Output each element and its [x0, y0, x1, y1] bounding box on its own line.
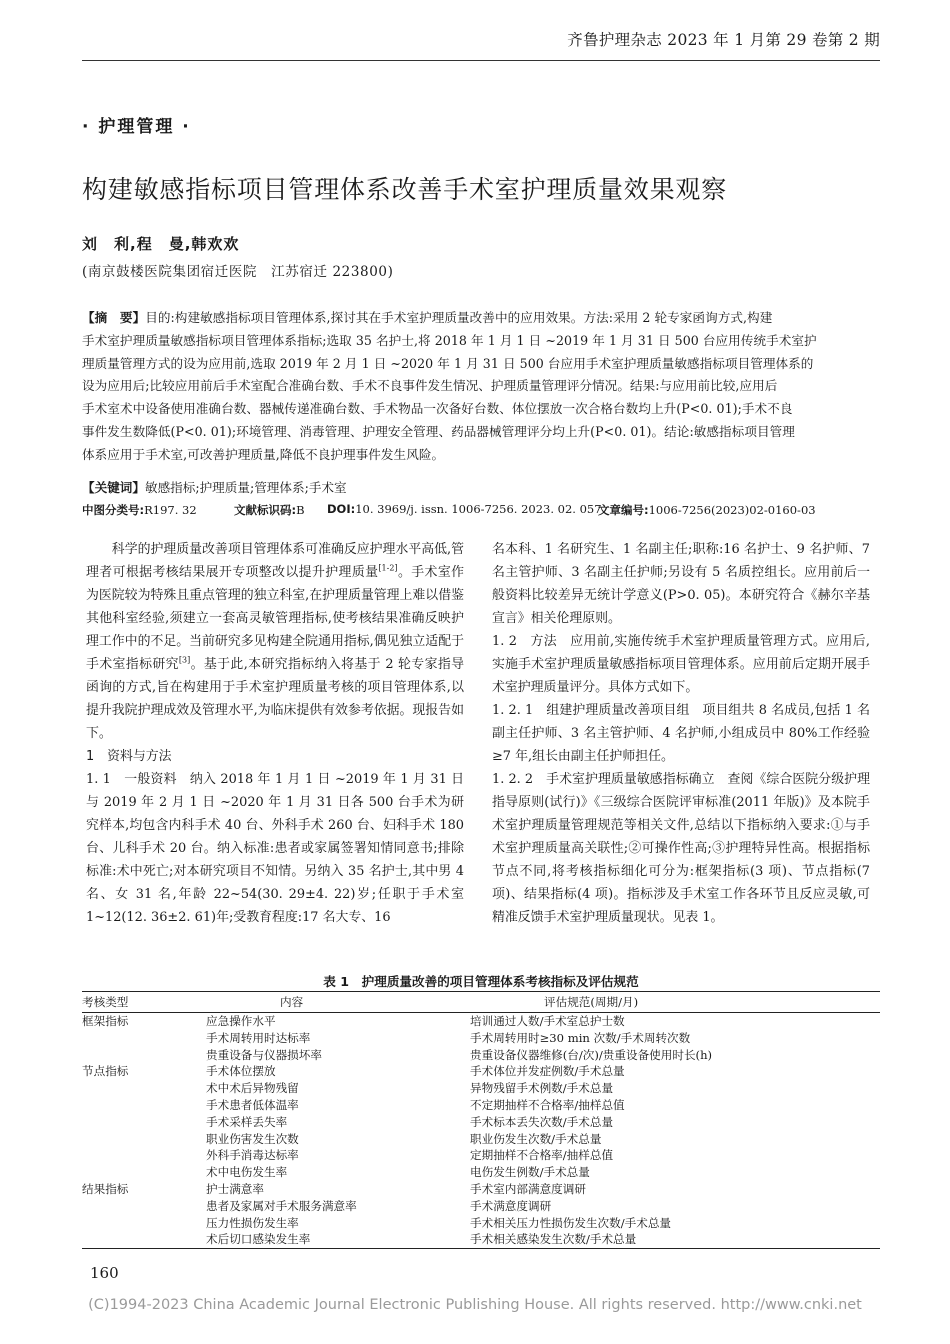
cell-content: 术中术后异物残留	[206, 1081, 299, 1096]
table-row	[82, 1215, 880, 1232]
copyright-footer: (C)1994-2023 China Academic Journal Electronic Publishing House. All rights reserved. http://www.cnki.net	[88, 1297, 862, 1313]
cell-content: 贵重设备与仪器损坏率	[206, 1047, 322, 1062]
paragraph: 名本科、1 名研究生、1 名副主任;职称:16 名护士、9 名护师、7 名主管护师、3 名副主任护师;另设有 5 名质控组长。应用前后一般资料比较差异无统计学意义(P>0. 05)。本研究符合《赫尔辛基宣言》相关伦理原则。	[492, 542, 870, 626]
paragraph: 1. 2 方法 应用前,实施传统手术室护理质量管理方式。应用后,实施手术室护理质量敏感指标项目管理体系。应用前后定期开展手术室护理质量评分。具体方式如下。	[492, 634, 870, 695]
table-row	[82, 1198, 880, 1215]
header-standard: 评估规范(周期/月)	[470, 992, 880, 1013]
cell-standard: 定期抽样不合格率/抽样总值	[470, 1148, 614, 1163]
table-row	[82, 1181, 880, 1198]
document-code	[234, 502, 305, 518]
cell-type	[82, 1231, 206, 1248]
cell-type: 结果指标	[82, 1181, 129, 1196]
clc-value: R197. 32	[144, 503, 197, 517]
abstract-line: 手术室术中设备使用准确台数、器械传递准确台数、手术物品一次备好台数、体位摆放一次合格台数均上升(P<0. 01);手术不良	[82, 401, 793, 417]
table-row	[82, 1063, 880, 1080]
abstract-line: 事件发生数降低(P<0. 01);环境管理、消毒管理、护理安全管理、药品器械管理评分均上升(P<0. 01)。结论:敏感指标项目管理	[82, 423, 795, 439]
cell-content: 应急操作水平	[206, 1014, 276, 1028]
cell-type	[82, 1047, 206, 1064]
cell-content: 手术体位摆放	[206, 1064, 276, 1079]
abstract-line: 手术室护理质量敏感指标项目管理体系指标;选取 35 名护士,将 2018 年 1 月 1 日 ~2019 年 1 月 31 日 500 台应用传统手术室护	[82, 332, 817, 348]
cell-standard: 手术相关压力性损伤发生次数/手术总量	[470, 1215, 672, 1230]
cell-type	[82, 1131, 206, 1148]
table-header-row	[82, 992, 880, 1013]
table-row	[82, 1030, 880, 1047]
cell-type: 框架指标	[82, 1014, 129, 1028]
cell-type: 节点指标	[82, 1064, 129, 1079]
abstract-line: 体系应用于手术室,可改善护理质量,降低不良护理事件发生风险。	[82, 446, 445, 462]
table-row	[82, 1131, 880, 1148]
header-content: 内容	[206, 992, 470, 1013]
header-rule	[82, 60, 880, 61]
cell-type	[82, 1164, 206, 1181]
cell-content: 外科手消毒达标率	[206, 1148, 299, 1163]
cell-content: 术中电伤发生率	[206, 1165, 288, 1180]
right-column	[492, 538, 870, 929]
abstract-line: 目的:构建敏感指标项目管理体系,探讨其在手术室护理质量改善中的应用效果。方法:采用 2 轮专家函询方式,构建	[145, 310, 773, 325]
table-row	[82, 1147, 880, 1164]
table-row	[82, 1231, 880, 1248]
abstract-line: 设为应用后;比较应用前后手术室配合准确台数、手术不良事件发生情况、护理质量管理评分情况。结果:与应用前比较,应用后	[82, 378, 778, 394]
affiliation: (南京鼓楼医院集团宿迁医院 江苏宿迁 223800)	[82, 264, 394, 280]
cell-type	[82, 1114, 206, 1131]
cell-standard: 贵重设备仪器维修(台/次)/贵重设备使用时长(h)	[470, 1047, 713, 1062]
cell-standard: 手术标本丢失次数/手术总量	[470, 1114, 614, 1129]
citation: [1-2]	[378, 563, 398, 573]
keywords-text: 敏感指标;护理质量;管理体系;手术室	[144, 480, 347, 495]
cell-content: 护士满意率	[206, 1181, 264, 1196]
section-label: · 护理管理 ·	[82, 117, 191, 137]
cell-standard: 职业伤发生次数/手术总量	[470, 1131, 602, 1146]
table-row	[82, 1097, 880, 1114]
cell-standard: 手术室内部满意度调研	[470, 1181, 586, 1196]
cell-content: 职业伤害发生次数	[206, 1131, 299, 1146]
table-row	[82, 1013, 880, 1030]
citation: [3]	[178, 655, 191, 665]
cell-type	[82, 1097, 206, 1114]
table-row	[82, 1047, 880, 1064]
cell-content: 手术周转用时达标率	[206, 1030, 311, 1045]
paragraph: 1. 2. 2 手术室护理质量敏感指标确立 查阅《综合医院分级护理指导原则(试行)》《三级综合医院评审标准(2011 年版)》及本院手术室护理质量管理规范等相关文件,总结以下指标纳入要求:①与手术室护理质量高关联性;②可操作性高;③护理特异性高。根据指标节点不同,将考核指标细化可分为:框架指标(3 项)、节点指标(7 项)、结果指标(4 项)。指标涉及手术室工作各环节且反应灵敏,可精准反馈手术室护理质量现状。见表 1。	[492, 772, 870, 925]
cell-type	[82, 1215, 206, 1232]
page-number: 160	[90, 1264, 119, 1282]
article-number	[598, 502, 816, 518]
doc-code-value: B	[296, 503, 305, 517]
section-heading: 1 资料与方法	[86, 749, 172, 764]
cell-type	[82, 1030, 206, 1047]
keywords-label: 【关键词】	[82, 480, 145, 495]
journal-header: 齐鲁护理杂志 2023 年 1 月第 29 卷第 2 期	[567, 31, 880, 49]
table-row	[82, 1114, 880, 1131]
abstract-label: 【摘 要】	[82, 310, 146, 325]
doi-value: 10. 3969/j. issn. 1006-7256. 2023. 02. 057	[355, 502, 602, 516]
left-column	[86, 538, 464, 929]
cell-type	[82, 1147, 206, 1164]
cell-standard: 手术周转用时≥30 min 次数/手术周转次数	[470, 1030, 691, 1045]
table-row	[82, 1080, 880, 1097]
cell-content: 手术采样丢失率	[206, 1114, 288, 1129]
doc-code-label: 文献标识码:	[234, 503, 297, 517]
abstract-line: 理质量管理方式的设为应用前,选取 2019 年 2 月 1 日 ~2020 年 1 月 31 日 500 台应用手术室护理质量敏感指标项目管理体系的	[82, 355, 814, 371]
cell-standard: 培训通过人数/手术室总护士数	[470, 1014, 625, 1028]
abstract	[82, 307, 872, 467]
cell-content: 压力性损伤发生率	[206, 1215, 299, 1230]
clc-number	[82, 502, 197, 518]
cell-standard: 电伤发生例数/手术总量	[470, 1165, 590, 1180]
article-no-value: 1006-7256(2023)02-0160-03	[648, 503, 816, 517]
cell-standard: 异物残留手术例数/手术总量	[470, 1081, 614, 1096]
keywords	[82, 477, 872, 496]
cell-standard: 手术体位并发症例数/手术总量	[470, 1064, 625, 1079]
clc-label: 中图分类号:	[82, 503, 145, 517]
table-row	[82, 1164, 880, 1181]
authors: 刘 利,程 曼,韩欢欢	[82, 235, 240, 253]
doi-label: DOI:	[327, 502, 356, 516]
cell-content: 手术患者低体温率	[206, 1097, 299, 1112]
cell-standard: 手术满意度调研	[470, 1198, 552, 1213]
article-title: 构建敏感指标项目管理体系改善手术室护理质量效果观察	[82, 175, 728, 204]
table-caption: 表 1 护理质量改善的项目管理体系考核指标及评估规范	[323, 974, 639, 989]
cell-content: 患者及家属对手术服务满意率	[206, 1198, 357, 1213]
cell-standard: 不定期抽样不合格率/抽样总值	[470, 1097, 625, 1112]
header-type: 考核类型	[82, 992, 206, 1013]
doi	[327, 502, 602, 516]
article-no-label: 文章编号:	[598, 503, 649, 517]
cell-type	[82, 1080, 206, 1097]
cell-content: 术后切口感染发生率	[206, 1231, 470, 1248]
paragraph: 1. 1 一般资料 纳入 2018 年 1 月 1 日 ~2019 年 1 月 31 日与 2019 年 2 月 1 日 ~2020 年 1 月 31 日各 500 台手术为研究样本,均包含内科手术 40 台、外科手术 260 台、妇科手术 180 台、儿科手术 20 台。纳入标准:患者或家属签署知情同意书;排除标准:术中死亡;对本研究项目不知情。另纳入 35 名护士,其中男 4 名、女 31 名,年龄 22~54(30. 29±4. 22)岁;任职于手术室 1~12(12. 36±2. 61)年;受教育程度:17 名大专、16	[86, 772, 464, 925]
cell-standard: 手术相关感染发生次数/手术总量	[470, 1231, 880, 1248]
indicator-table	[82, 991, 880, 1249]
paragraph: 科学的护理质量改善项目管理体系可准确反应护理水平高低,管理者可根据考核结果展开专项整改以提升护理质量[1-2]。手术室作为医院较为特殊且重点管理的独立科室,在护理质量管理上难以借鉴其他科室经验,须建立一套高灵敏管理指标,使考核结果准确反映护理工作中的不足。当前研究多见构建全院通用指标,偶见独立适配于手术室指标研究[3]。基于此,本研究指标纳入将基于 2 轮专家指导函询的方式,旨在构建用于手术室护理质量考核的项目管理体系,以提升我院护理成效及管理水平,为临床提供有效参考依据。现报告如下。	[86, 542, 465, 741]
cell-type	[82, 1198, 206, 1215]
paragraph: 1. 2. 1 组建护理质量改善项目组 项目组共 8 名成员,包括 1 名副主任护师、3 名主管护师、4 名护师,小组成员中 80%工作经验≥7 年,组长由副主任护师担任。	[492, 703, 870, 764]
